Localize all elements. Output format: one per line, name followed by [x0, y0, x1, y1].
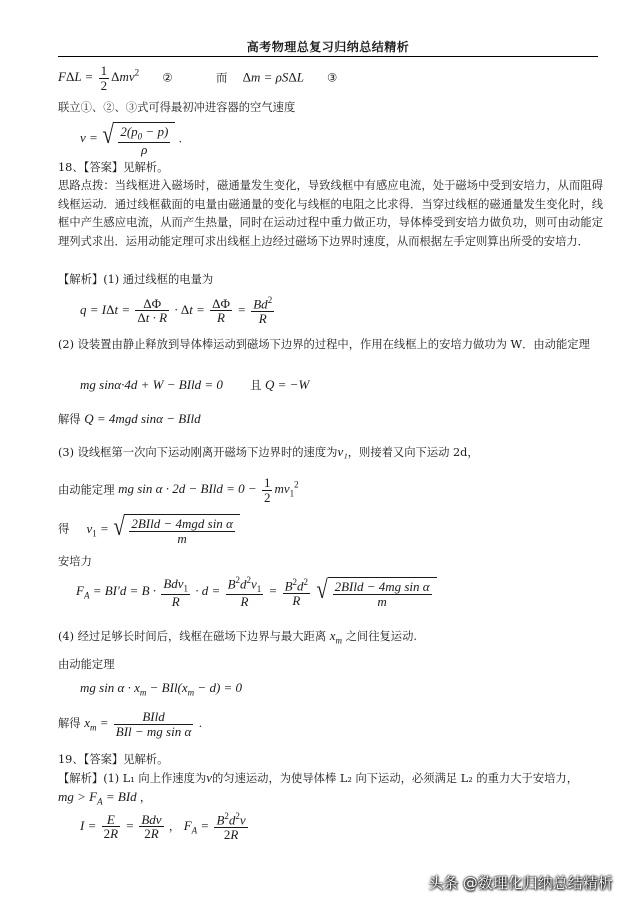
equation-heat: Q = 4mgd sinα − BIld: [84, 411, 201, 426]
equation-energy: FΔL = $\frac{1}{2}$ Δmv$^2$: [58, 63, 140, 93]
symbol-xm: $x_m$: [329, 628, 343, 646]
period-2: .: [198, 717, 203, 731]
xm-solution-line: [58, 710, 603, 738]
energy4-equation-line: [80, 678, 625, 703]
charge-equation-line: [80, 296, 625, 326]
q18-analysis: 思路点拨：当线框进入磁场时，磁通量发生变化，导致线框中有感应电流，处于磁场中受到安培力，从而阻碍线框运动．通过线框截面的电量由磁通量的变化与线框的电阻之比求得．当穿过线框的磁通量发生变化时，线框中产生感应电流，从而产生热量，同时在运动过程中重力做正功，导体棒受到安培力做负功，则可由动能定理列式求出．运用动能定理可求出线框上边经过磁场下边界时速度，从而根据左手定则算出所受的安培力．: [58, 179, 603, 248]
energy-equation-line: [58, 64, 603, 92]
part3-text-b: ，则接着又向下运动 2d，: [347, 446, 479, 459]
part4-text-a: (4) 经过足够长时间后，线框在磁场下边界与最大距离: [58, 630, 327, 643]
q19-title: 19、【答案】见解析。: [58, 753, 169, 766]
ampere-equation-line: [76, 576, 621, 609]
equation-velocity: v = √ $\frac{2(p_0 - p)}{\rho}$: [80, 130, 179, 145]
q18-part1-text: 【解析】(1) 通过线框的电量为: [58, 273, 214, 286]
symbol-v1: v₁: [337, 444, 348, 459]
comma-1: ，: [139, 791, 152, 804]
current-equation-line: [80, 812, 625, 842]
solve-q-line: [58, 409, 603, 429]
header-rule: [58, 56, 598, 57]
equation-energy4: mg $\sin \alpha \cdot x_m - BIl(x_m - d) = 0$: [80, 680, 243, 698]
de-text: 得: [58, 522, 70, 536]
equation-v1: $v_1$ = √ $\frac{\text{2BIld − 4mgd sin α}}{m}$: [87, 521, 240, 536]
equation-ampere-force: $F_A = BI'd = B$ · $\frac{Bdv_1}{R}$ · d = $\frac{B^2d^2v_1}{R}$ = $\frac{B^2d^2}{R}$ √ $\frac{\text{2BIld − 4mg sin α}}{m}$: [76, 583, 437, 598]
q18-title: 18、【答案】见解析。: [58, 161, 169, 174]
and-text: 且: [250, 379, 262, 392]
v1-equation-line: [58, 514, 603, 545]
equation-force-condition: mg > $F_A$ = BId: [58, 789, 140, 807]
by-energy-text: 由动能定理: [58, 483, 115, 497]
q19-text-a: 【解析】(1) L₁ 向上作速度为: [58, 772, 207, 785]
page-header-title: 高考物理总复习归纳总结精析: [246, 40, 410, 54]
by-energy-text-2: 由动能定理: [58, 658, 115, 671]
solve-prefix-2: 解得: [58, 717, 81, 731]
equation-ampere-force-2: $F_A$ = $\frac{B^2d^2v}{2R}$: [183, 811, 246, 842]
equation-number-2: ②: [162, 71, 173, 85]
symbol-v: v: [206, 770, 212, 785]
equation-energy3: mg sin α · 2d − BIld = 0 − $\frac{1}{2}$ $mv_1^2$: [118, 475, 299, 505]
combine-text: 联立①、②、③式可得最初冲进容器的空气速度: [58, 101, 296, 114]
equation-q-w: Q = −W: [265, 377, 310, 392]
q18-part2-text: (2) 设装置由静止释放到导体棒运动到磁场下边界的过程中，作用在线框上的安培力做功为 W．由动能定理: [58, 338, 590, 351]
ampere-force-label: 安培力: [58, 555, 92, 568]
equation-xm: $x_m$ = $\frac{\text{BIld}}{\text{BIl − mg sin α}}$: [84, 709, 192, 739]
velocity-equation-line: [80, 122, 625, 157]
period: .: [178, 132, 183, 146]
q18-part3-text: [58, 442, 603, 462]
part4-text-b: 之间往复运动.: [345, 630, 417, 643]
q19-part1-text: [58, 768, 603, 788]
equation-mass: Δm = ρSΔL: [242, 69, 308, 85]
solve-prefix: 解得: [58, 413, 81, 426]
part3-text-a: (3) 设线框第一次向下运动刚离开磁场下边界时的速度为: [58, 446, 338, 459]
force-condition-line: [58, 787, 603, 812]
equation-charge: q = IΔt = $\frac{\Delta\Phi}{\Delta t \cdot R}$ · Δt = $\frac{\Delta\Phi}{R}$ = $\frac{Bd^2}{R}$: [80, 295, 273, 326]
energy3-equation-line: [58, 476, 603, 504]
conjunction-er: 而: [216, 71, 228, 85]
q18-part4-text: [58, 626, 603, 651]
q19-text-b: 的匀速运动，为使导体棒 L₂ 向下运动，必须满足 L₂ 的重力大于安培力，: [211, 772, 579, 785]
watermark-text: 头条 @数理化归纳总结精析: [428, 874, 613, 892]
equation-energy2: mg sinα·4d + W − BIld = 0: [80, 377, 223, 392]
equation-current: I = $\frac{E}{2R}$ = $\frac{\text{Bdv}}{2R}$: [80, 811, 162, 842]
comma-2: ，: [168, 819, 181, 833]
energy2-equation-line: [80, 375, 625, 395]
equation-number-3: ③: [327, 71, 338, 85]
